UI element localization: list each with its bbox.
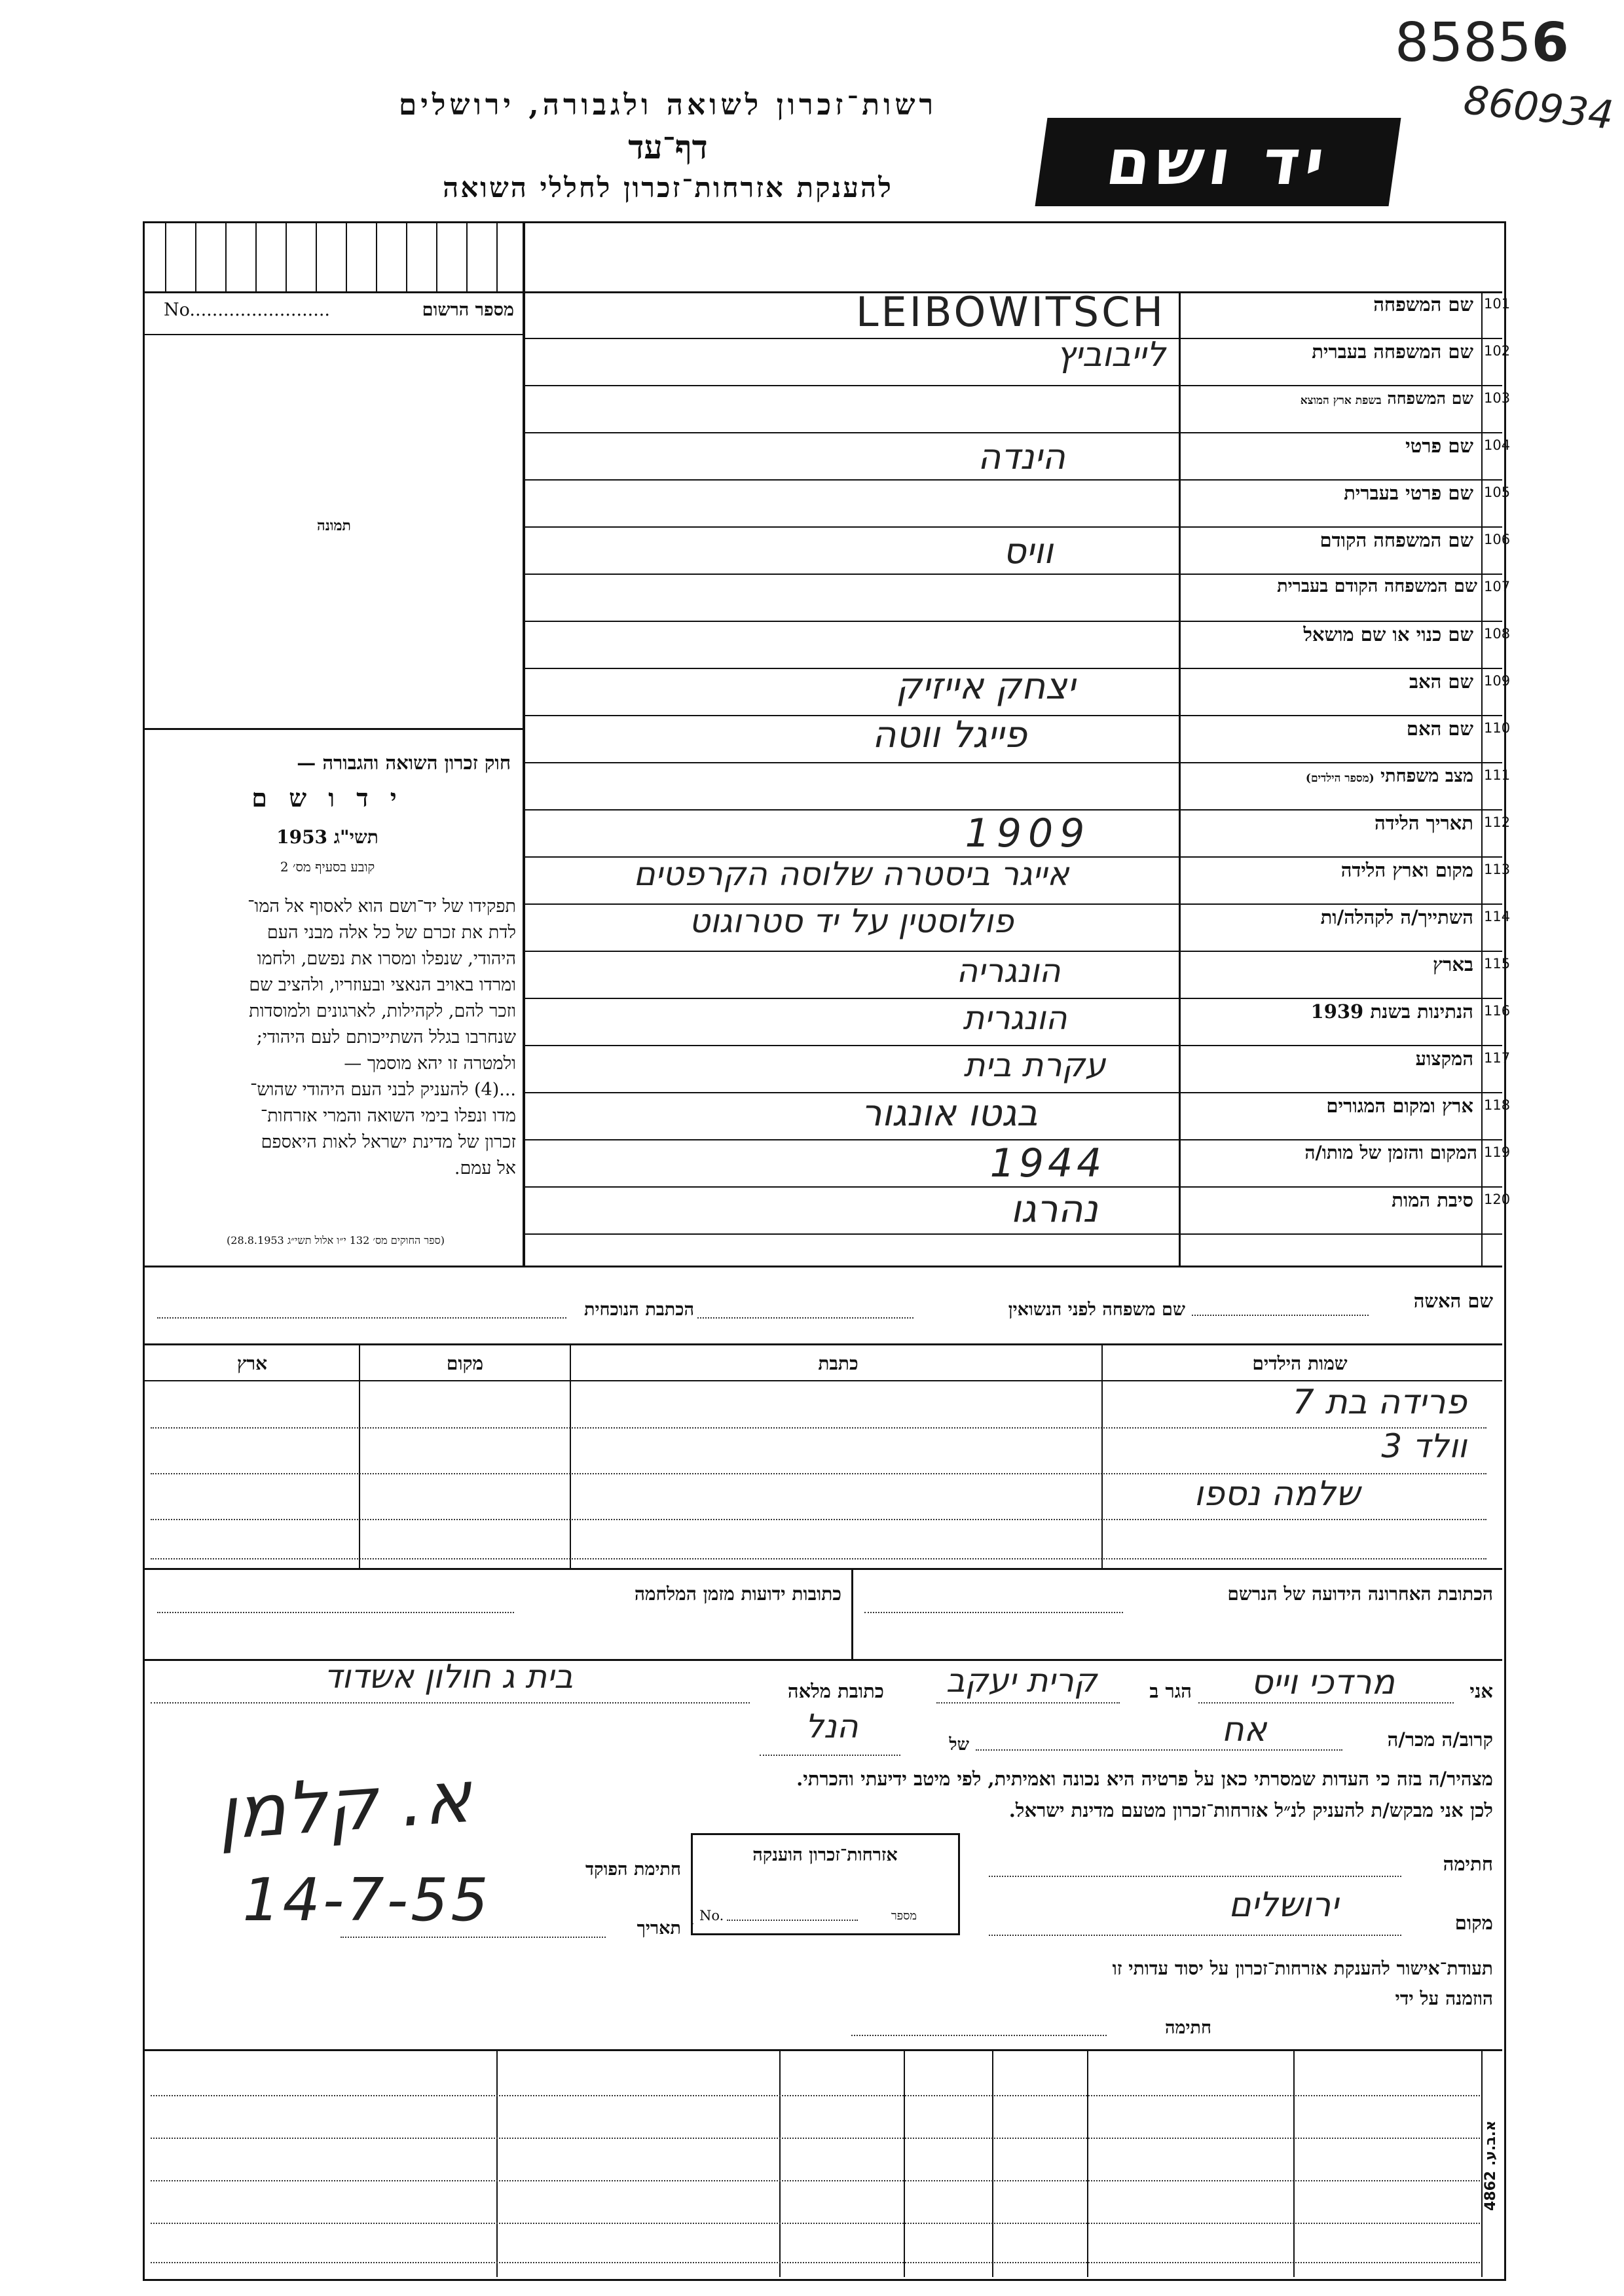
law-text-line: שנחרבו בגלל השתייכותם לעם היהודי; xyxy=(256,1027,516,1048)
place-value[interactable]: ירושלים xyxy=(1228,1886,1338,1925)
certificate-line-1: תעודת־אישור להענקת אזרחות־זכרון על יסוד עדותי זו xyxy=(1112,1958,1493,1979)
field-label-small: (מספר הילדים) xyxy=(1305,772,1375,785)
field-number: 110 xyxy=(1484,720,1511,736)
law-text-line: לדת את זכרם של כל אלה מבני העם xyxy=(267,922,516,943)
field-number: 111 xyxy=(1484,767,1511,783)
field-number: 119 xyxy=(1484,1144,1511,1160)
field-value[interactable]: 1909 xyxy=(965,811,1092,856)
field-number: 102 xyxy=(1484,343,1511,359)
archive-number-1-suffix: 6 xyxy=(1531,12,1569,74)
law-text-line: זכרון של מדינת ישראל לאות היאספם xyxy=(261,1132,516,1152)
field-number: 101 xyxy=(1484,296,1511,312)
law-reference: (ספר החוקים מס׳ 132 י״ו אלול תשי״ג 28.8.1953) xyxy=(227,1234,445,1247)
lives-in-label: הגר ב xyxy=(1149,1680,1192,1702)
field-value[interactable]: LEIBOWITSCH xyxy=(856,288,1166,336)
field-value[interactable]: יצחק אייזיק xyxy=(896,665,1075,708)
children-header-names: שמות הילדים xyxy=(1252,1353,1348,1374)
law-text-line: מדו ונפלו בימי השואה והמרי אזרחות־ xyxy=(260,1106,516,1126)
reg-no-prefix: No. xyxy=(164,300,195,320)
field-label: המקום והזמן של מותו/ה xyxy=(1304,1142,1477,1163)
child-name-row[interactable]: שלמה נספו xyxy=(1194,1474,1360,1514)
field-label: סיבת המות xyxy=(1392,1189,1473,1211)
date-label: תאריך xyxy=(637,1918,681,1939)
date-value[interactable]: 14-7-55 xyxy=(242,1866,491,1935)
field-value[interactable]: פייגל ווטה xyxy=(872,714,1027,756)
archive-number-1-digits: 8585 xyxy=(1395,12,1532,74)
field-label: שם פרטי בעברית xyxy=(1344,482,1473,504)
fields-bottom-rule xyxy=(145,1266,1502,1267)
field-number: 112 xyxy=(1484,814,1511,830)
certificate-line-2: הוזמנה על ידי xyxy=(1395,1988,1493,2009)
field-label: בארץ xyxy=(1433,953,1473,975)
law-text-line: וזכר להם, לקהילות, לארגונים ולמוסדות xyxy=(249,1001,516,1021)
left-panel-divider xyxy=(523,291,525,1266)
field-number: 117 xyxy=(1484,1050,1511,1066)
photo-label: תמונה xyxy=(317,517,351,534)
field-value[interactable]: נהרגו xyxy=(1010,1186,1098,1231)
archive-number-2: 860934 xyxy=(1461,77,1616,139)
field-value[interactable]: פולוסטין על יד סטרוגוט xyxy=(689,902,1014,940)
law-year: תשי"ג 1953 xyxy=(276,826,378,848)
official-signature[interactable]: א. קלמן xyxy=(214,1754,475,1856)
field-value[interactable]: אייגר ביסטרה שלוסה הקרפטים xyxy=(633,855,1069,893)
children-header-place: מקום xyxy=(446,1353,484,1374)
field-number: 104 xyxy=(1484,437,1511,453)
law-text xyxy=(157,894,516,1182)
field-number: 108 xyxy=(1484,626,1511,642)
field-label-main: מצב משפחתי xyxy=(1380,766,1473,786)
wife-label: שם האשה xyxy=(1413,1290,1493,1312)
wartime-address-label: כתובות ידועות מזמן המלחמה xyxy=(634,1583,841,1605)
field-label: שם האם xyxy=(1406,718,1473,740)
form-subtitle: להענקת אזרחות־זכרון לחללי השואה xyxy=(443,172,893,204)
field-value[interactable]: וויס xyxy=(1003,530,1054,572)
field-value[interactable]: הונגריה xyxy=(956,952,1061,990)
law-name: י ד ו ש ם xyxy=(251,783,403,812)
official-signature-label: חתימת הפוקד xyxy=(585,1859,681,1880)
declarant-address[interactable]: בית ג חולון אשדוד xyxy=(323,1658,574,1696)
archive-number-1 xyxy=(1395,12,1569,74)
field-number: 113 xyxy=(1484,862,1511,877)
children-header-address: כתבת xyxy=(818,1353,858,1374)
field-number: 116 xyxy=(1484,1003,1511,1019)
field-label: שם פרטי xyxy=(1405,435,1473,457)
field-label: הנתינות בשנת 1939 xyxy=(1310,1000,1473,1023)
child-name-row[interactable]: פרידה בת 7 xyxy=(1292,1383,1467,1422)
law-text-line: ומרדו באויב הנאצי ובעוזריו, ולהציב שם xyxy=(249,975,516,995)
field-value[interactable]: עקרת בית xyxy=(963,1046,1106,1084)
field-value[interactable]: 1944 xyxy=(989,1140,1106,1186)
field-label: המקצוע xyxy=(1415,1048,1473,1070)
field-number: 120 xyxy=(1484,1192,1511,1207)
field-label: שם כנוי או שם מושאל xyxy=(1303,623,1473,646)
reg-no-heb: מספר הרשום xyxy=(422,300,514,320)
field-label xyxy=(1185,766,1473,786)
declarant-city[interactable]: קרית יעקב xyxy=(946,1662,1098,1700)
signature-label: חתימה xyxy=(1443,1853,1493,1875)
field-value[interactable]: הינדה xyxy=(978,436,1065,477)
law-clause: קובע בסעיף מס׳ 2 xyxy=(280,859,375,875)
field-number: 103 xyxy=(1484,390,1511,406)
law-text-line: אל עמם. xyxy=(454,1158,516,1178)
law-text-line: ...(4) להעניק לבני העם היהודי שהוש־ xyxy=(250,1080,516,1100)
form-title: דף־עד xyxy=(628,128,708,166)
number-column-divider xyxy=(1481,291,1483,1266)
last-known-address-label: הכתובת האחרונה הידועה של הנרשם xyxy=(1227,1583,1493,1605)
authority-title: רשות־זכרון לשואה ולגבורה, ירושלים xyxy=(398,88,938,122)
declarant-i-label: אני xyxy=(1469,1680,1493,1702)
field-value[interactable]: הונגרית xyxy=(963,999,1067,1037)
field-label: שם המשפחה הקודם בעברית xyxy=(1277,576,1477,596)
field-label: מקום וארץ הלידה xyxy=(1340,859,1473,881)
law-text-line: היהודי, שנפלו ומסרו את נפשם, ולחמו xyxy=(257,949,516,969)
field-label: שם המשפחה הקודם xyxy=(1320,529,1473,551)
law-text-line: ולמטרה זו יהא מוסמך — xyxy=(344,1053,516,1074)
granted-box-no: No. xyxy=(699,1908,724,1923)
field-number: 114 xyxy=(1484,909,1511,924)
reg-no-dots: ........................ xyxy=(195,300,330,320)
declarant-name[interactable]: מרדכי וייס xyxy=(1251,1663,1395,1702)
field-label: שם האב xyxy=(1409,670,1473,693)
field-label: שם המשפחה xyxy=(1373,293,1473,316)
field-label: תאריך הלידה xyxy=(1375,812,1473,834)
field-label: השתייך/ה לקהלה/ות xyxy=(1320,906,1473,928)
granted-box-title: אזרחות־זכרון הוענקה xyxy=(752,1845,898,1865)
reg-no-label xyxy=(164,300,330,320)
maiden-name-label: שם משפחה לפני הנשואין xyxy=(1008,1300,1185,1320)
yad-vashem-logo: יד ושם xyxy=(1035,118,1401,206)
law-text-line: תפקידו של יד־ושם הוא לאסוף אל המו־ xyxy=(248,896,516,917)
field-number: 118 xyxy=(1484,1097,1511,1113)
field-value[interactable]: לייבוביץ xyxy=(1056,335,1166,374)
field-label-small: בשפת ארץ המוצא xyxy=(1300,394,1382,407)
field-label-main: שם המשפחה xyxy=(1387,389,1473,408)
place-label: מקום xyxy=(1454,1912,1493,1934)
of-label: של xyxy=(949,1735,969,1755)
field-number: 106 xyxy=(1484,532,1511,547)
field-value[interactable]: בגטו אונגור xyxy=(861,1092,1038,1135)
full-address-label: כתובת מלאה xyxy=(787,1680,884,1702)
declarant-of-value[interactable]: הנל xyxy=(805,1707,858,1745)
field-number: 115 xyxy=(1484,956,1511,972)
photo-box-bottom xyxy=(145,728,523,730)
declaration-line-2: לכן אני מבקש/ת להעניק לנ״ל אזרחות־זכרון מטעם מדינת ישראל. xyxy=(1008,1799,1493,1821)
current-address-label: הכתבת הנוכחית xyxy=(583,1300,694,1320)
field-label xyxy=(1185,389,1473,409)
declaration-line-1: מצהיר/ה בזה כי העדות שמסרתי כאן על פרטיה היא נכונה ואמיתית, לפי מיטב ידיעתי והכרתי. xyxy=(796,1768,1493,1790)
declarant-relation[interactable]: אח xyxy=(1221,1710,1267,1749)
field-label: ארץ ומקום המגורים xyxy=(1326,1095,1473,1117)
label-column-divider xyxy=(1179,291,1181,1266)
law-title: חוק זכרון השואה והגבורה — xyxy=(297,752,511,774)
certificate-signature-label: חתימה xyxy=(1164,2018,1211,2038)
field-label: שם המשפחה בעברית xyxy=(1312,340,1473,363)
relative-label: קרוב/ה מכר/ה xyxy=(1387,1728,1493,1751)
field-number: 107 xyxy=(1484,579,1511,594)
field-number: 109 xyxy=(1484,673,1511,689)
child-name-row[interactable]: וולד 3 xyxy=(1381,1427,1467,1465)
granted-box-no-heb: מספר xyxy=(891,1909,917,1923)
print-code: א.ב.ע. 4862 xyxy=(1483,2120,1499,2211)
field-number: 105 xyxy=(1484,484,1511,500)
children-header-country: ארץ xyxy=(236,1353,268,1374)
